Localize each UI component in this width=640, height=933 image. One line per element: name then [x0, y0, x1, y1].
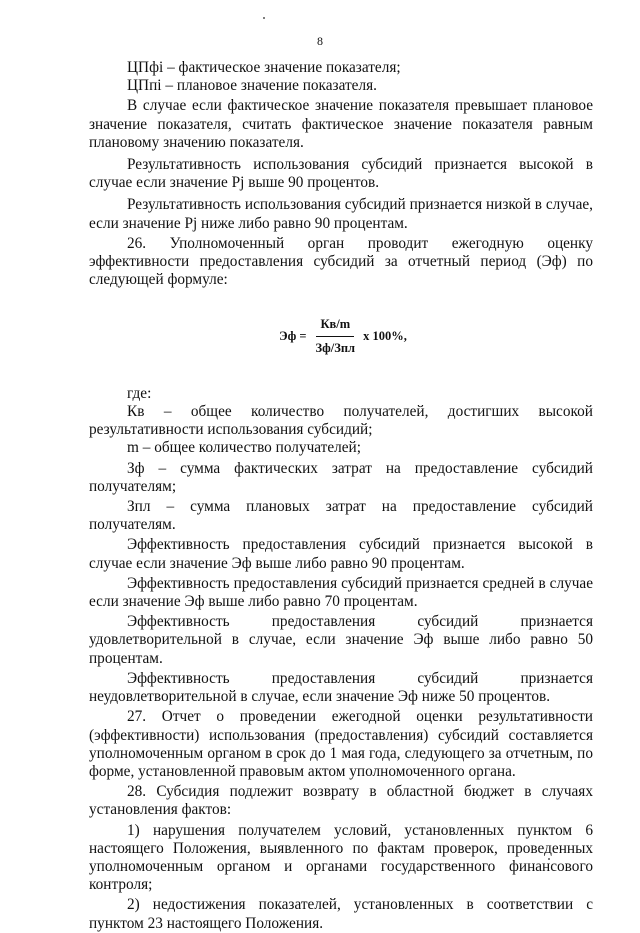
document-body — [89, 59, 593, 933]
definition-kv: Кв – общее количество получателей, достигших высокой результативности использования субсидий; — [89, 403, 593, 439]
paragraph: где: — [127, 384, 152, 402]
paragraph: ЦПфi – фактическое значение показателя; — [127, 59, 401, 76]
formula-rhs: х 100%, — [363, 329, 407, 344]
list-item: 2) недостижения показателей, установленных в соответствии с пунктом 23 настоящего Положения. — [89, 896, 593, 932]
formula-denominator: Зф/Зпл — [315, 340, 356, 355]
paragraph: Результативность использования субсидий признается высокой в случае если значение Рj выше 90 процентов. — [89, 156, 593, 192]
paragraph: 28. Субсидия подлежит возврату в областной бюджет в случаях установления фактов: — [89, 783, 593, 819]
paragraph: Результативность использования субсидий признается низкой в случае, если значение Рj ниже либо равно 90 процентам. — [89, 196, 593, 232]
paragraph: В случае если фактическое значение показателя превышает плановое значение показателя, считать фактическое значение показателя равным плановому значению показателя. — [89, 97, 593, 151]
formula-fraction — [312, 315, 360, 356]
paragraph: Эффективность предоставления субсидий признается высокой в случае если значение Эф выше либо равно 90 процентам. — [89, 536, 593, 572]
definition-zf: Зф – сумма фактических затрат на предоставление субсидий получателям; — [89, 459, 593, 495]
paragraph: ЦПпi – плановое значение показателя. — [127, 77, 377, 95]
list-item: 1) нарушения получателем условий, установленных пунктом 6 настоящего Положения, выявленного по фактам проверок, проведенных уполномоченным органом и органами государственного финансового контроля; — [89, 821, 593, 894]
paragraph: 27. Отчет о проведении ежегодной оценки результативности (эффективности) использования (предоставления) субсидий составляется уполномоченным органом в срок до 1 мая года, следующего за отчетным, по форме, установленной правовым актом уполномоченного органа. — [89, 708, 593, 780]
definition-zpl: Зпл – сумма плановых затрат на предоставление субсидий получателям. — [89, 498, 593, 534]
efficiency-formula — [89, 315, 593, 356]
page-number: 8 — [317, 34, 323, 48]
paragraph: Эффективность предоставления субсидий признается средней в случае если значение Эф выше либо равно 70 процентам. — [89, 574, 593, 611]
paragraph: Эффективность предоставления субсидий признается неудовлетворительной в случае, если значение Эф ниже 50 процентов. — [89, 669, 593, 706]
formula-lhs: Эф = — [279, 329, 307, 344]
paragraph: 26. Уполномоченный орган проводит ежегодную оценку эффективности предоставления субсидий за отчетный период (Эф) по следующей формуле: — [89, 234, 593, 289]
paragraph: Эффективность предоставления субсидий признается удовлетворительной в случае, если значение Эф выше либо равно 50 процентам. — [89, 613, 593, 667]
definition-m: m – общее количество получателей; — [127, 439, 361, 457]
formula-numerator: Кв/m — [316, 315, 354, 336]
scan-speck — [263, 17, 265, 19]
